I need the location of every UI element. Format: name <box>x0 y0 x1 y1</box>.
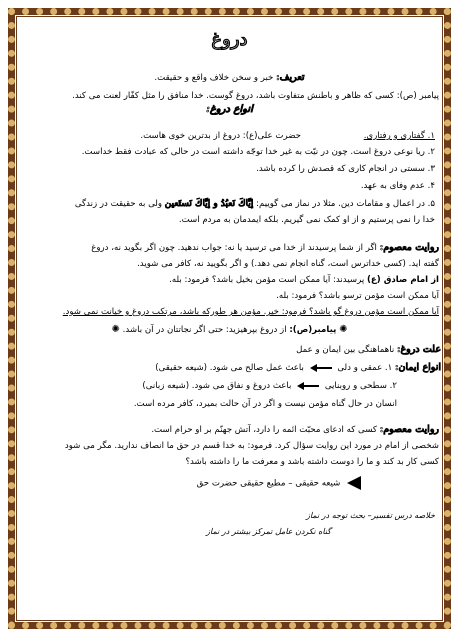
cause-line <box>18 344 441 357</box>
flower-icon: ✺ <box>339 324 348 335</box>
bold-arrow-icon <box>347 476 361 490</box>
narration-1-label: روایت معصوم: <box>379 242 439 253</box>
prophet-2-text: از دروغ بپرهیزید: حتی اگر نجاتتان در آن باشد. <box>122 325 287 335</box>
narration-2-line-3: کسی کار بد کند و ما را دوست داشته باشد و معرفت ما را داشته باشد؟ <box>185 457 439 467</box>
definition-line <box>18 72 441 85</box>
definition-label: تعریف: <box>276 72 305 83</box>
faith-type-2 <box>18 380 397 393</box>
narration-1-line-4: آیا ممکن است مؤمن ترسو باشد؟ فرمود: بله. <box>276 291 439 301</box>
arrow-left-icon <box>310 364 332 372</box>
item-5-text-a: ۵. در اعمال و مقامات دین. مثلا در نماز می گوییم: <box>256 199 435 209</box>
narration-1-line-2: گفته اید. (کسی خداترس است، گناه انجام نمی دهد.) و اگر بگویید نه، کافر می شوید. <box>137 259 439 269</box>
narration-1-line-3 <box>18 274 439 287</box>
page-title: دروغ <box>211 29 248 50</box>
narration-2-line-1 <box>18 424 439 437</box>
faith-type-1-result: باعث عمل صالح می شود. (شیعه حقیقی) <box>155 363 304 373</box>
list-item-3: ۳. سستی در انجام کاری که قصدش را کرده باشد. <box>256 164 435 174</box>
narration-2-line-2: شخصی از امام در مورد این روایت سؤال کرد. فرمود: به خدا قسم در حق ما انصاف ندارید. مگر می شود <box>64 441 439 451</box>
narration-2-text-1: کسی که ادعای محبّت ائمه را دارد، آتش جهنّم بر او حرام است. <box>151 425 377 435</box>
faith-type-2-result: باعث دروغ و نفاق می شود. (شیعه زبانی) <box>142 381 292 391</box>
item-5-text-b: ولی به حقیقت در زندگی <box>74 199 163 209</box>
narration-2-label: روایت معصوم: <box>379 424 439 435</box>
document-page <box>18 20 441 620</box>
conclusion-line <box>18 476 361 490</box>
list-item-5 <box>18 198 435 211</box>
list-item-5-cont: خدا را نمی پرستیم و از او کمک نمی گیریم. بلکه ایمدمان به مردم است. <box>178 215 435 225</box>
imam-sadiq-name: از امام صادق (ع) <box>366 275 439 285</box>
prophet-2-line <box>18 324 441 337</box>
prophet-quote: پیامبر (ص): کسی که ظاهر و باطنش متفاوت باشد، دروغ گوست. خدا منافق را مثل کفّار لعنت می کند. <box>72 91 439 101</box>
narration-1-line-1 <box>18 242 439 255</box>
flower-icon: ✺ <box>111 324 120 335</box>
list-item-4: ۴. عدم وفای به عهد. <box>360 181 435 191</box>
narration-1-text-1: اگر از شما پرسیدند از خدا می ترسید یا نه: جواب ندهید. چون اگر بگوید نه، دروغ <box>91 243 377 253</box>
imam-ali-quote: حضرت علی(ع): دروغ از بدترین خوی هاست. <box>140 131 301 141</box>
arrow-left-icon <box>297 382 319 390</box>
cause-label: علت دروغ: <box>396 344 441 355</box>
footer-line-2: گناه نکردن عامل تمرکز بیشتر در نماز <box>206 527 331 536</box>
footer-line-1: خلاصه درس تفسیر– بحث توجه در نماز <box>306 511 435 520</box>
conclusion-text: شیعه حقیقی – مطیع حقیقی حضرت حق <box>196 478 341 489</box>
faith-type-1-name: ۱. عمقی و دلی <box>337 363 393 373</box>
faith-types-label: انواع ایمان: <box>395 362 441 373</box>
cause-text: ناهماهنگی بین ایمان و عمل <box>296 345 395 355</box>
narration-1-text-3: پرسیدند: آیا ممکن است مؤمن بخیل باشد؟ فرمود: بله. <box>169 275 365 285</box>
item-5-arabic: إيَّاكَ نَعبُدُ و إيَّاكَ نَستَعين <box>164 199 254 209</box>
list-item-2: ۲. ریا نوعی دروغ است. چون در نیّت به غیر خدا توجّه داشته است در حالی که عبادت فقط خداست. <box>81 147 435 157</box>
narration-1-line-5: آیا ممکن است مؤمن دروغ گو باشد؟ فرمود: خیر. مؤمن هر طورکه باشد، مرتکب دروغ و خیانت نمی شود. <box>62 307 439 317</box>
types-heading-text: انواع دروغ: <box>206 104 253 115</box>
definition-text: خبر و سخن خلاف واقع و حقیقت. <box>154 73 274 83</box>
prophet-2-name: پیامبر(ص): <box>289 325 337 335</box>
item-1-text: ۱. گفتاری و رفتاری. <box>363 131 435 141</box>
faith-type-2-name: ۲. سطحی و روبنایی <box>324 381 397 391</box>
faith-note: انسان در حال گناه مؤمن نیست و اگر در آن حالت بمیرد، کافر مرده است. <box>133 399 397 409</box>
types-heading <box>18 104 441 117</box>
faith-type-1 <box>18 362 441 375</box>
